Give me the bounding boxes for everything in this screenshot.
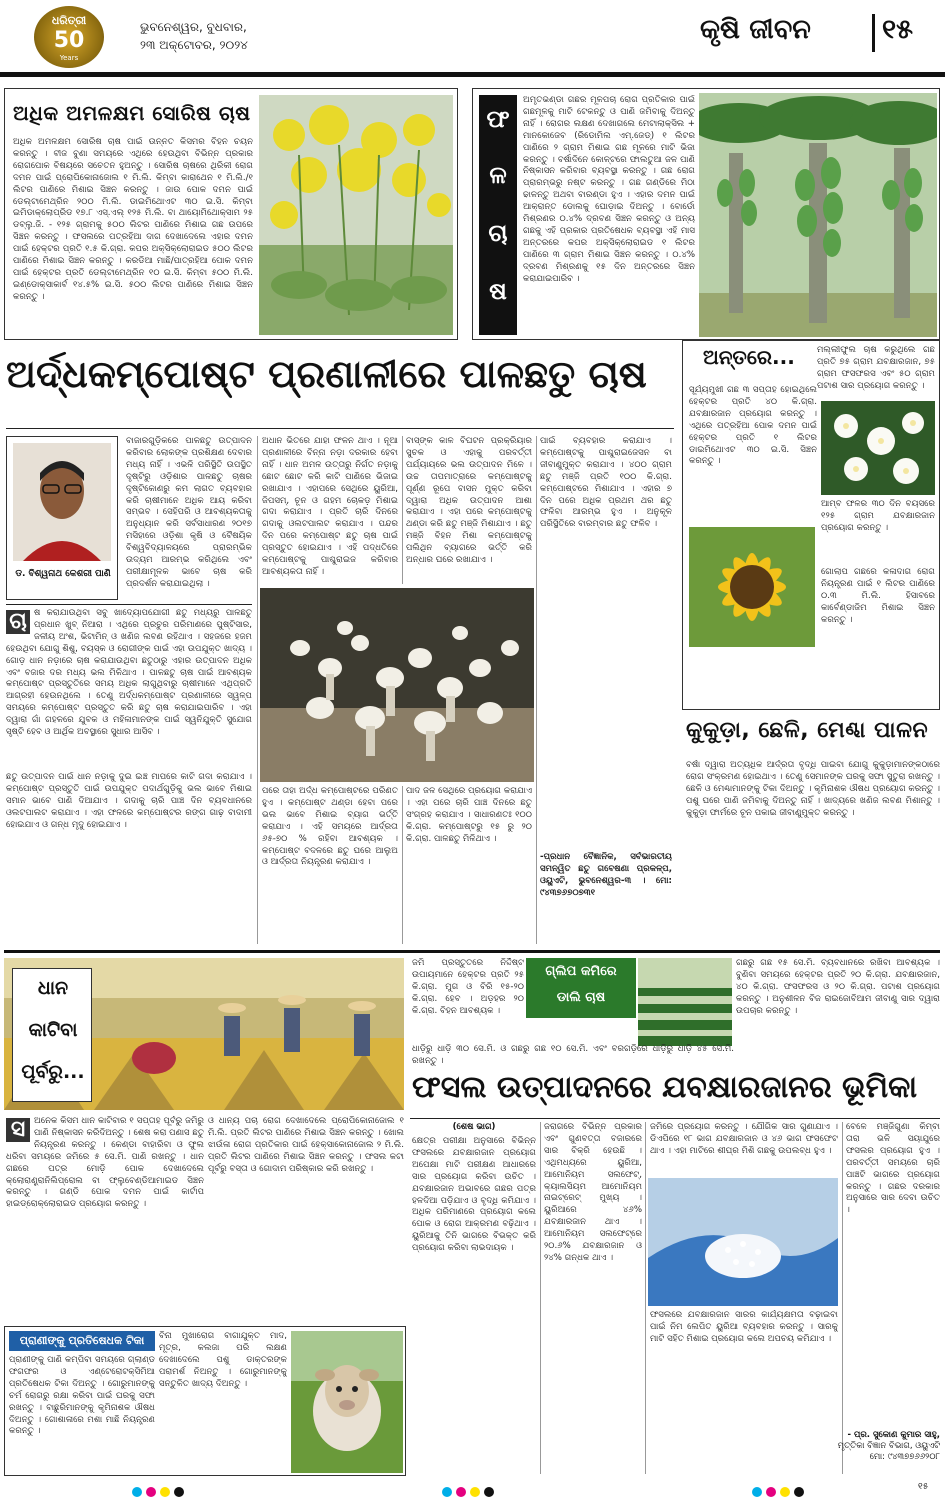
livestock-title: କୁକୁଡ଼ା, ଛେଳି, ମେଣ୍ଢା ପାଳନ [686, 718, 929, 743]
sunflower-photo [689, 527, 815, 647]
papaya-photo [699, 93, 937, 337]
main-headline: ଅର୍ଦ୍ଧକମ୍ପୋଷ୍ଟ ପ୍ରଣାଳୀରେ ପାଳଛତୁ ଚାଷ [6, 352, 647, 396]
paddy-dropcap: ସ [6, 1118, 30, 1142]
main-col4: ପାଇଁ ବ୍ୟବହାର କରାଯାଏ । କମ୍ପୋଷ୍ଟକୁ ପାଶ୍ଚୁରାଇଜେସନ ବା ଜୀବାଣୁମୁକ୍ତ କରାଯାଏ । ୪୦୦ ଗ୍ରାମ ଛତୁ ମଞ୍ଜି ପ୍ରତି ୧୦୦ କି.ଗ୍ରା. କମ୍ପୋଷ୍ଟରେ ମିଶାଯାଏ । ଏହାର ୭ ଦିନ ପରେ ଅଧିକ ପ୍ରଥମ ଥର ଛତୁ ଫଳିବା ଆରମ୍ଭ ହୁଏ । ଅନୁକୂଳ ପରିସ୍ଥିତିରେ ବାରମ୍ବାର ଛତୁ ଫଳିବ । [540, 436, 672, 530]
main-col3: ବାସ୍ଙ୍କ କାଳ ବିଘଟନ ପ୍ରକ୍ରିୟାର ସୁଚକ ଓ ଏହାକୁ ପରବର୍ତ୍ତୀ ପର୍ଯ୍ୟାୟରେ ଭଲ ଉତ୍ପାଦନ ମିଳେ । ଉଚ୍ଚ ତାପମାତ୍ରାରେ କମ୍ପୋଷ୍ଟକୁ ପୂର୍ଣ୍ଣ ରୂପେ ବାସନ ମୁକ୍ତ କରିବା ଦ୍ୱାରା ଅଧିକ ଉତ୍ପାଦନ ଆଶା କରାଯାଏ । ଏହା ପରେ କମ୍ପୋଷ୍ଟକୁ ଥଣ୍ଡା କରି ଛତୁ ମଞ୍ଜି ମିଶାଯାଏ । ଛତୁ ମଞ୍ଜି ବିହନ ମିଶା କମ୍ପୋଷ୍ଟକୁ ପଲିଥିନ ବ୍ୟାଗରେ ଭର୍ତ୍ତି କରି ଅନ୍ଧାର ଘରେ ରଖାଯାଏ । [406, 436, 532, 566]
main-col1b: ଛତୁ ଉତ୍ପାଦନ ପାଇଁ ଧାନ ନଡ଼ାକୁ ଦୁଇ ଇଞ୍ଚ ମାପରେ କାଟି ଗଦା କରାଯାଏ । କମ୍ପୋଷ୍ଟ ପ୍ରସ୍ତୁତି ପାଇଁ ଉପଯୁକ୍ତ ପଦାର୍ଥଗୁଡ଼ିକୁ ଭଲ ଭାବେ ମିଶାଇ ସମାନ ଭାବେ ପାଣି ଦିଆଯାଏ । ଗଦାକୁ ଚାରି ପାଞ୍ଚ ଦିନ ବ୍ୟବଧାନରେ ଓଲଟପାଲଟ କରାଯାଏ । ଏହା ଫଳରେ କମ୍ପୋଷ୍ଟର ରଙ୍ଗ ଗାଢ଼ ବାଦାମୀ ହୋଇଯାଏ ଓ ଗନ୍ଧ ମୃଦୁ ହୋଇଯାଏ । [6, 772, 252, 830]
mustard-article [4, 88, 458, 340]
registration-mark-left [130, 1482, 186, 1497]
inside-box [682, 340, 940, 710]
nitrogen-col4: ବେଳେ ମଞ୍ଜିଗୁଣା କିମ୍ବା ତାରା ଭଳି ସୟାଯୁରେ ଫସଲର ପ୍ରୟୋଗ ହୁଏ । ପରବର୍ତ୍ତୀ ସମୟରେ ଚାରି ପାଞ୍ଚଟି ଭାଗରେ ପ୍ରୟୋଗ କରନ୍ତୁ । ଗଛର ଦରକାର ଅନୁସାରେ ସାର ଦେବା ଉଚିତ । [846, 1122, 940, 1216]
registration-mark-center [440, 1482, 496, 1497]
sunflower-image [689, 527, 815, 647]
mustard-body: ଅଧିକ ଅମଳକ୍ଷମ ସୋରିଷ ଚାଷ ପାଇଁ ଉନ୍ନତ କିସମର ବିହନ ଚୟନ କରନ୍ତୁ । ବୀଜ ବୁଣା ସମୟରେ ଏଥିରେ ହେଉଥିବା ବିଭିନ୍ନ ପ୍ରକାର ରୋଗପୋକ ବିଷୟରେ ସଚେତନ ହୁଅନ୍ତୁ । ସୋରିଷ ଚାଷରେ ଥିରିକୀ ରୋଗ ଦମନ ପାଇଁ ପ୍ରୋପିକୋନାଜୋଲ ୧ ମି.ଲି. କିମ୍ବା କାରାଥେନ ୧ ମି.ଲି./୧ ଲିଟର ପାଣିରେ ମିଶାଇ ସିଞ୍ଚନ କରନ୍ତୁ । ଜାଉ ପୋକ ଦମନ ପାଇଁ ଡେଲ୍ଟାମେଥ୍ରିନ ୨୦୦ ମି.ଲି. ଡାଇମିଥୋଏଟ ୩୦ ଇ.ସି. କିମ୍ବା ଇମିଡାକ୍ଲୋପ୍ରିଡ ୧୭.୮ ଏସ୍.ଏଲ୍ ୧୨୫ ମି.ଲି. ବା ଥାୟୋମିଥୋକ୍ସାମ ୨୫ ଡବ୍ଲୁ.ଜି. - ୧୨୫ ଗ୍ରାମକୁ ୫୦୦ ଲିଟର ପାଣିରେ ମିଶାଇ ଗଛ ଉପରେ ସିଞ୍ଚନ କରନ୍ତୁ । ଫସଲରେ ପତ୍ରହିଆ ଦାଗ ଦେଖାଦେଲେ ଏହାର ଦମନ ପାଇଁ ହେକ୍ଟର ପ୍ରତି ୧.୫ କି.ଗ୍ରା. କପର ଅକ୍ସିକ୍ଲୋରାଇଡ ୫୦୦ ଲିଟର ପାଣିରେ ମିଶାଇ ସିଞ୍ଚନ କରନ୍ତୁ । କରଡିଆ ମାଛି/ପାତ୍ରହିଆ ପୋକ ଦମନ ପାଇଁ ହେକ୍ଟର ପ୍ରତି ଡେଲ୍ଟାମେଥ୍ରିନ ୧୦ ଇ.ସି. କିମ୍ବା ୫୦୦ ମି.ଲି. ଇଣ୍ଡୋକ୍ସାକାର୍ବ ୧୪.୫% ଇ.ସି. ୫୦୦ ଲିଟର ପାଣିରେ ମିଶାଇ ସିଞ୍ଚନ କରନ୍ତୁ । [13, 137, 253, 302]
nitrogen-headline-rule [410, 1118, 940, 1119]
nitrogen-footer [780, 1430, 940, 1463]
paddy-body [6, 1116, 204, 1322]
mid-page-rule [4, 950, 940, 953]
date-line-1: ଭୁବନେଶ୍ୱର, ବୁଧବାର, [140, 20, 247, 34]
vaccine-body-2: ବିନା ମୁଖାରୋଗ ବାଗାଯୁକ୍ତ ମାଦ, ମୂତ୍ର, କଲଜା ପରି ଲକ୍ଷଣ ଦେଖାଦେଲେ ପଶୁ ଡାକ୍ତରଙ୍କ ପରାମର୍ଶ ନିଅନ୍ତୁ । ଗୋରୁମାନଙ୍କୁ ସନ୍ତୁଳିତ ଖାଦ୍ୟ ଦିଅନ୍ତୁ । [159, 1331, 287, 1389]
nitrogen-divider-3 [842, 1122, 843, 1474]
calf-image [291, 1331, 403, 1473]
jasmine-photo [821, 401, 935, 495]
mustard-field-image [259, 95, 453, 335]
fruit-label-char-1: ଫ [486, 105, 510, 133]
dal-photo [638, 958, 732, 1046]
paddy-body-2: ଓ ଧାନ୍ୟ ପଚା ରୋଗ ଦେଖାଦେଲେ ପ୍ରୋପିକୋନାଜୋଲ ୧ ମି.ଲି. ପ୍ରତି ଲିଟର ପାଣିରେ ମିଶାଇ ସିଞ୍ଚନ କରନ୍ତୁ । ଖୋଲ ଝାଉଁଳା ରୋଗ ପ୍ରତିକାର ପାଇଁ ହେକ୍ସାକୋନାଜୋଲ ୨ ମି.ଲି. ପ୍ରତି ଲିଟର ପାଣିରେ ମିଶାଇ ସିଞ୍ଚନ କରନ୍ତୁ । ଫସଲ କଟା ପୂର୍ବରୁ ବସ୍ତା ଓ ଗୋଦାମ ପରିଷ୍କାର କରି ରଖନ୍ତୁ । [208, 1116, 404, 1174]
color-registration-marks [0, 1482, 945, 1496]
main-divider-4 [402, 786, 403, 944]
main-col1-text: ଷ କରାଯାଉଥିବା ସବୁ ଖାଦ୍ୟୋପଯୋଗୀ ଛତୁ ମଧ୍ୟରୁ ପାଳଛତୁ ପ୍ରଧାନ ଖୁବ୍ ନିଆରା । ଏଥିରେ ପ୍ରଚୁର ପରିମାଣରେ ପୁଷ୍ଟିସାର, ଜଳୀୟ ଅଂଶ, ଭିଟାମିନ୍ ଓ ଖଣିଜ ଲବଣ ରହିଥାଏ । ସହଜରେ ହଜମ ହେଉଥିବା ଯୋଗୁ ଶିଶୁ, ବୟସ୍କ ଓ ରୋଗୀଙ୍କ ପାଇଁ ଏହା ଉପଯୁକ୍ତ ଖାଦ୍ୟ । ଗୋଡ଼ ଧାନ ନଡ଼ାରେ ଚାଷ କରାଯାଉଥିବା ଛତୁଠାରୁ ଏହାର ଉତ୍ପାଦନ ଅଧିକ ଏବଂ ବଜାର ଦର ମଧ୍ୟ ଭଲ ମିଳିଥାଏ । ପାଳଛତୁ ଚାଷ ପାଇଁ ଆବଶ୍ୟକ କମ୍ପୋଷ୍ଟ ପ୍ରସ୍ତୁତିରେ ସମୟ ଅଧିକ ଲାଗୁଥିବାରୁ ଚାଷୀମାନେ ଏଥିପ୍ରତି ଆଗ୍ରହୀ ହେଉନଥିଲେ । ତେଣୁ ଅର୍ଦ୍ଧକମ୍ପୋଷ୍ଟ ପ୍ରଣାଳୀରେ ସ୍ୱଳ୍ପ ସମୟରେ କମ୍ପୋଷ୍ଟ ପ୍ରସ୍ତୁତ କରି ଛତୁ ଚାଷ କରାଯାଇପାରିବ । ଏହା ଦ୍ୱାରା ଗାଁ ଗହଳରେ ଯୁବକ ଓ ମହିଳାମାନଙ୍କ ପାଇଁ ସ୍ୱନିଯୁକ୍ତି ସୁଯୋଗ ସୃଷ୍ଟି ହେବ ଓ ଆର୍ଥିକ ଅବସ୍ଥାରେ ସୁଧାର ଆସିବ । [6, 608, 252, 738]
paddy-label-2: କାଟିବା [28, 1019, 78, 1041]
dal-title-1: ଗ୍ଲିପ କମିରେ [545, 964, 617, 979]
paddy-label-3: ପୂର୍ବରୁ... [21, 1061, 85, 1083]
vaccine-title: ପ୍ରାଣୀଙ୍କୁ ପ୍ରତିଷେଧକ ଟିକା [19, 1334, 145, 1347]
nitrogen-col1: କ୍ଷେତ୍ର ପରୀକ୍ଷା ଅନୁସାରେ ବିଭିନ୍ନ ଫସଲରେ ଯବକ୍ଷାରଜାନ ପ୍ରୟୋଗ ଅପେକ୍ଷା ମାଟି ପରୀକ୍ଷଣ ଆଧାରରେ ସାର ପ୍ରୟୋଗ କରିବା ଉଚିତ । ଯବକ୍ଷାରଜାନ ଅଭାବରେ ଗଛର ପତ୍ର ହଳଦିଆ ପଡ଼ିଯାଏ ଓ ବୃଦ୍ଧି କମିଯାଏ । ଅଧିକ ପରିମାଣରେ ପ୍ରୟୋଗ କଲେ ପୋକ ଓ ରୋଗ ଆକ୍ରମଣ ବଢ଼ିଥାଏ । ୟୁରିଆକୁ ତିନି ଭାଗରେ ବିଭକ୍ତ କରି ପ୍ରୟୋଗ କରିବା ଲାଭଦାୟକ । [412, 1136, 536, 1254]
nitrogen-col2: ଜରାଗରେ ବିଭିନ୍ନ ପ୍ରକାର ଏବଂ ଗୁଣବତ୍ତା ବଜାରରେ ସାର ବିକ୍ରି ହେଉଛି । ଏଥିମଧ୍ୟରେ ୟୁରିଆ, ଆମୋନିୟମ ସଲଫେଟ୍, କ୍ୟାଲସିୟମ ଆମୋନିୟମ ନାଇଟ୍ରେଟ୍ ମୁଖ୍ୟ । ୟୁରିଆରେ ୪୬% ଯବକ୍ଷାରଜାନ ଥାଏ । ଆମୋନିୟମ ସଲଫେଟ୍‌ରେ ୨୦.୬% ଯବକ୍ଷାରଜାନ ଓ ୨୪% ଗନ୍ଧକ ଥାଏ । [544, 1122, 642, 1263]
dal-field-image [638, 958, 732, 1046]
author-box [6, 436, 118, 600]
nitrogen-footer-org: ମୃତ୍ତିକା ବିଜ୍ଞାନ ବିଭାଗ, ଓୟୁଏଟି [837, 1441, 940, 1451]
urea-photo [648, 1178, 838, 1306]
nitrogen-col3b: ଫସଲରେ ଯବକ୍ଷାରଜାନ ସାରର କାର୍ଯ୍ୟକ୍ଷମତା ବଢ଼ାଇବା ପାଇଁ ନିମ ଲେପିତ ୟୁରିଆ ବ୍ୟବହାର କରନ୍ତୁ । ସାରକୁ ମାଟି ସହିତ ମିଶାଇ ପ୍ରୟୋଗ କଲେ ଅପଚୟ କମିଯାଏ । [650, 1310, 838, 1344]
nitrogen-footer-phone: ମୋ: ୯୪୩୭୭୬୬୨୦୮ [869, 1452, 940, 1462]
footer-page-mark: ୧୫ [918, 1482, 929, 1492]
nitrogen-col1-head: (ଶେଷ ଭାଗ) [452, 1122, 496, 1132]
main-footer: -ପ୍ରଧାନ ବୈଜ୍ଞାନିକ, ସର୍ବଭାରତୀୟ ସମନ୍ୱିତ ଛତୁ ଗବେଷଣା ପ୍ରକଳ୍ପ, ଓୟୁଏଟି, ଭୁବନେଶ୍ୱର-୩ । ମୋ: ୯୪୩୭୬୭୦୭୩୧ [540, 852, 672, 898]
jasmine-image [821, 401, 935, 495]
nitrogen-footer-name: - ପ୍ର. ସୁକୋଣ କୁମାର ସାହୁ, [847, 1430, 940, 1440]
paddy-text: ଅନେକ କିସମ ଧାନ କାଟିବାର ୧ ସପ୍ତାହ ପୂର୍ବରୁ ଜମିରୁ ପାଣି ନିଷ୍କାସନ କରିଦିଅନ୍ତୁ । ଶେଷ କରା ପଣାସ ଛତୁ ନିୟନ୍ତ୍ରଣ କରନ୍ତୁ । କେଣ୍ଡା ବାହାରିବା ଓ ଫୁଲ ଧରିବା ସମୟରେ ଜମିରେ ୫ ସେ.ମି. ପାଣି ରଖନ୍ତୁ । ଧାନ ଗଛରେ ପତ୍ର ମୋଡ଼ି ପୋକ ଦେଖାଦେଲେ କ୍ଲୋରାଣ୍ଟ୍ରାନିଲିପ୍ରୋଲ ବା ଫ୍ଲୁବେଣ୍ଡିଆମାଇଡ ସିଞ୍ଚନ କରନ୍ତୁ । ଗଣ୍ଡି ପୋକ ଦମନ ପାଇଁ କାର୍ଟାପ ହାଇଡ୍ରୋକ୍ଲୋରାଇଡ ପ୍ରୟୋଗ କରନ୍ତୁ । [6, 1116, 204, 1210]
author-portrait [13, 443, 111, 561]
dal-right: ଗଛରୁ ଗଛ ୧୫ ସେ.ମି. ବ୍ୟବଧାନରେ ରଖିବା ଆବଶ୍ୟକ । ବୁଣିବା ସମୟରେ ହେକ୍ଟର ପ୍ରତି ୨୦ କି.ଗ୍ରା. ଯବକ୍ଷାରଜାନ, ୪୦ କି.ଗ୍ରା. ଫସଫରସ ଓ ୨୦ କି.ଗ୍ରା. ପଟାଶ ପ୍ରୟୋଗ କରନ୍ତୁ । ଅନୁଶୀଳନ ବିଜ ରାଇଜୋବିଆମ ଜୀବାଣୁ ସାର ଦ୍ୱାରା ଉପଚାର କରନ୍ତୁ । [736, 958, 940, 1016]
section-title: କୃଷି ଜୀବନ [700, 14, 811, 45]
inside-item-2: ସୂର୍ଯ୍ୟମୁଖୀ ଗଛ ୩ ସପ୍ତାହ ହୋଇଥିଲେ ହେକ୍ଟର ପ୍ରତି ୪୦ କି.ଗ୍ରା. ଯବକ୍ଷାରଜାନ ପ୍ରୟୋଗ କରନ୍ତୁ । ଏଥିରେ ପତ୍ରହିଆ ପୋକ ଦମନ ପାଇଁ ହେକ୍ଟର ପ୍ରତି ୧ ଲିଟର ଡାଇମିଥୋଏଟ ୩୦ ଇ.ସି. ସିଞ୍ଚନ କରନ୍ତୁ । [689, 385, 817, 467]
author-name: ଡ. ବିଶ୍ୱନାଥ କେଶରୀ ପାଣି [15, 569, 111, 579]
vaccine-box [4, 1326, 406, 1476]
masthead [0, 0, 945, 78]
main-col1-top: ବାଜାରଗୁଡ଼ିକରେ ପାଳଛତୁ ଉତ୍ପାଦନ କରିବାର ଲୋକଙ୍କ ପ୍ରଶିକ୍ଷଣ ଦେବାର ମଧ୍ୟ ନାହିଁ । ଏଭଳି ପରିସ୍ଥିତି ଉପସ୍ଥିତ ଦୃଷ୍ଟିରୁ ଓଡ଼ିଶାର ପାଳଛତୁ ଚାଷର ଦୃଷ୍ଟିକୋଣରୁ କମ ଲାଗତ ବ୍ୟବହାର କରି ଚାଷୀମାନେ ଅଧିକ ଆୟ କରିବା ସମ୍ଭବ । ସେହିପରି ଓ ଆବଶ୍ୟକତାକୁ ଅନୁଧ୍ୟାନ କରି ସର୍ବସାଧାରଣ ୨୦୧୭ ମସିହାରେ ଓଡ଼ିଶା କୃଷି ଓ ବୈଷୟିକ ବିଶ୍ୱବିଦ୍ୟାଳୟରେ ପ୍ରାରମ୍ଭିକ ଉଦ୍ୟମ ଆରମ୍ଭ କରିଥିଲେ ଏବଂ ପରୀକ୍ଷାମୂଳକ ଭାବେ ଚାଷ କରି ପ୍ରଦର୍ଶନ କରାଯାଇଥିଲା । [126, 436, 252, 589]
mushroom-photo [260, 588, 534, 782]
inside-item-4: ଗୋଲାପ ଗଛରେ କଳାଦାଗ ରୋଗ ନିୟନ୍ତ୍ରଣ ପାଇଁ ୧ ଲିଟର ପାଣିରେ ୦.୩ ମି.ଲି. ହିସାବରେ କାର୍ବେଣ୍ଡାଜିମ ମିଶାଇ ସିଞ୍ଚନ କରନ୍ତୁ । [821, 567, 935, 625]
inside-item-3: ଆମ୍ବ ଫଳର ୩୦ ଦିନ ବୟସରେ ୧୨୫ ଗ୍ରାମ ଯବକ୍ଷାରଜାନ ପ୍ରୟୋଗ କରନ୍ତୁ । [821, 499, 935, 533]
main-col3b: ପାଦ ଜଳ ସେଥିରେ ପ୍ରୟୋଗ କରାଯାଏ । ଏହା ପରେ ଚାରି ପାଞ୍ଚ ଦିନରେ ଛତୁ ସଂଗ୍ରହ କରାଯାଏ । ସାଧାରଣତଃ ୧୦୦ କି.ଗ୍ରା. କମ୍ପୋଷ୍ଟରୁ ୧୫ ରୁ ୨୦ କି.ଗ୍ରା. ପାଳଛତୁ ମିଳିଥାଏ । [406, 786, 532, 844]
main-headline-rule [6, 428, 674, 429]
main-col2: ଅଧାନ ଭିତରେ ଯାହା ଫଳନ ଥାଏ । ନୂଆ ପ୍ରଣାଳୀରେ ବିନ୍ନା ନଡ଼ା ଦରକାର ହେବା ନାହିଁ । ଧାନ ଅମଳ ଉତ୍ତାରୁ ନିର୍ଗତ ନଡ଼ାକୁ ଛୋଟ ଛୋଟ କରି କାଟି ପାଣିରେ ଭିଜାଇ ରଖାଯାଏ । ଏହାପରେ ସେଥିରେ ୟୁରିଆ, ଜିପସମ୍, ଚୂନ ଓ ଗହମ ଚୋକଡ଼ ମିଶାଇ ଗଦା କରାଯାଏ । ପ୍ରତି ଚାରି ଦିନରେ ଗଦାକୁ ଓଲଟପାଲଟ କରାଯାଏ । ପନ୍ଦର ଦିନ ପରେ କମ୍ପୋଷ୍ଟ ଛତୁ ଚାଷ ପାଇଁ ପ୍ରସ୍ତୁତ ହୋଇଯାଏ । ଏହି ପଦ୍ଧତିରେ କମ୍ପୋଷ୍ଟକୁ ପାଶ୍ଚୁରାଇଜ କରିବାର ଆବଶ୍ୟକତା ନାହିଁ । [262, 436, 398, 577]
nitrogen-headline: ଫସଲ ଉତ୍ପାଦନରେ ଯବକ୍ଷାରଜାନର ଭୂମିକା [412, 1070, 918, 1105]
mustard-photo [259, 95, 453, 335]
papaya-tree-image [699, 93, 937, 337]
fruit-body: ଅମୃତଭଣ୍ଡା ଗଛର ମୂଳପଚା ରୋଗ ପ୍ରତିକାର ପାଇଁ ଗଛମୂଳକୁ ମାଟି ଟେକନ୍ତୁ ଓ ପାଣି ଜମିବାକୁ ଦିଅନ୍ତୁ ନାହିଁ । ରୋଗର ଲକ୍ଷଣ ଦେଖାଗଲେ ମେଟାଲାକ୍ସିଲ + ମାନକୋଜେବ (ରିଡୋମିଲ ଏମ୍.ଜେଡ୍) ୧ ଲିଟର ପାଣିରେ ୨ ଗ୍ରାମ ମିଶାଇ ଗଛ ମୂଳରେ ମାଟି ଭିଜା କରନ୍ତୁ । ବର୍ଷାଦିନେ କୋଳ୍ଟରେ ଫାଲତୁଆ ଜଳ ପାଣି ନିଷ୍କାସନ କରିବାର ବ୍ୟବସ୍ଥା କରନ୍ତୁ । ଗଛ ରୋଗ ପ୍ରାରମ୍ଭରୁ ନଷ୍ଟ କରନ୍ତୁ । ଗଛ ଗଣ୍ଡିରେ ମିଠା ଢାଳନ୍ତୁ ଅଥବା ବାରଣ୍ଡା ହୁଏ । ଏହାର ଦମନ ପାଇଁ ଆକ୍ରାନ୍ତ ଡୋଲକୁ ଘୋଡ଼ାଇ ଦିଅନ୍ତୁ । ବୋର୍ଡୋ ମିଶ୍ରଣର ୦.୪% ଦ୍ରବଣ ସିଞ୍ଚନ କରନ୍ତୁ ଓ ଅନ୍ୟ ଗଛକୁ ଏହି ପ୍ରକାର ପ୍ରତିଷେଧକ ବ୍ୟବସ୍ଥା ଏହି ମାସ ଅନ୍ତରରେ କପର ଅକ୍ସିକ୍ଲୋରାଇଡ ୧ ଲିଟର ପାଣିରେ ୩ ଗ୍ରାମ ମିଶାଇ ସିଞ୍ଚନ କରନ୍ତୁ । ୦.୪% ଦ୍ରବଣ ମିଶ୍ରଣକୁ ୧୫ ଦିନ ଅନ୍ତରରେ ସିଞ୍ଚନ କରାଯାଇପାରିବ । [523, 95, 695, 284]
author-photo [13, 443, 111, 561]
inside-title: ଅନ୍ତରେ... [703, 345, 795, 369]
fruit-article [472, 88, 940, 340]
logo [34, 6, 104, 68]
vaccine-title-bar [9, 1331, 155, 1351]
section-divider [872, 14, 875, 52]
inside-item-1: ମଲ୍ଲୀଫୁଲ ଚାଷ କରୁଥିଲେ ଗଛ ପ୍ରତି ୭୫ ଗ୍ରାମ ଯବକ୍ଷାରଜାନ, ୭୫ ଗ୍ରାମ ଫସଫରସ ଏବଂ ୫୦ ଗ୍ରାମ ପଟାଶ ସାର ପ୍ରୟୋଗ କରନ୍ତୁ । [817, 345, 935, 391]
dal-title-2: ଡାଲି ଚାଷ [556, 990, 606, 1005]
main-col1-body [6, 608, 252, 770]
masthead-rule [0, 72, 945, 77]
fruit-label-char-2: ଳ [489, 161, 507, 189]
nitrogen-divider-1 [540, 1122, 541, 1474]
main-divider-3 [536, 436, 537, 944]
main-col2b: ପରେ ତାହା ଅର୍ଦ୍ଧ କମ୍ପୋଷ୍ଟରେ ପରିଣତ ହୁଏ । କମ୍ପୋଷ୍ଟ ଥଣ୍ଡା ହେବା ପରେ ଭଲ ଭାବେ ମିଶାଇ ବ୍ୟାଗ ଭର୍ତ୍ତି କରାଯାଏ । ଏହି ସମୟରେ ଆର୍ଦ୍ରତା ୬୫-୭୦ % ରହିବା ଆବଶ୍ୟକ । କମ୍ପୋଷ୍ଟ ବଦଳରେ ଛତୁ ଘରେ ଆଲୁଅ ଓ ଆର୍ଦ୍ରତା ନିୟନ୍ତ୍ରଣ କରାଯାଏ । [262, 786, 398, 868]
mustard-title: ଅଧିକ ଅମଳକ୍ଷମ ସୋରିଷ ଚାଷ [13, 101, 251, 125]
main-divider-1 [257, 436, 258, 944]
livestock-body: ବର୍ଷା ଦ୍ୱାରା ଅତ୍ୟଧିକ ଆର୍ଦ୍ରତା ବୃଦ୍ଧି ପାଇବା ଯୋଗୁ କୁକୁଡ଼ାମାନଙ୍କଠାରେ ରୋଗ ସଂକ୍ରମଣ ହୋଇଥାଏ । ତେଣୁ ସେମାନଙ୍କ ଘରକୁ ସଫା ସୁତୁରା ରଖନ୍ତୁ । ଛେଳି ଓ ମେଣ୍ଢାମାନଙ୍କୁ ଟିକା ଦିଅନ୍ତୁ । କୃମିନାଶକ ଔଷଧ ପ୍ରୟୋଗ କରନ୍ତୁ । ପଶୁ ଘରେ ପାଣି ଜମିବାକୁ ଦିଅନ୍ତୁ ନାହିଁ । ଖାଦ୍ୟରେ ଖଣିଜ ଲବଣ ମିଶାନ୍ତୁ । କୁକୁଡ଼ା ଫାର୍ମରେ ଚୂନ ପକାଇ ଜୀବାଣୁମୁକ୍ତ କରନ୍ତୁ । [686, 760, 940, 818]
dal-intro: ଜମି ପ୍ରସ୍ତୁତରେ ନିର୍ଦ୍ଦିଷ୍ଟ ଉପାୟମାନେ ହେକ୍ଟର ପ୍ରତି ୨୫ କି.ଗ୍ରା. ମୁଗ ଓ ବିରି ୧୫-୨୦ କି.ଗ୍ରା. ହେବ । ଅଡ଼ହର ୨୦ କି.ଗ୍ରା. ବିହନ ଆବଶ୍ୟକ । [412, 958, 524, 1016]
fruit-label-char-4: ଷ [489, 277, 507, 305]
nitrogen-divider-2 [645, 1122, 646, 1474]
page-number: ୧୫ [882, 14, 913, 45]
logo-years-sub: Years [59, 54, 79, 62]
mushroom-image [260, 588, 534, 782]
paddy-label-1: ଧାନ [37, 977, 69, 999]
paddy-photo [4, 958, 404, 1110]
nitrogen-col3: ଜମିରେ ପ୍ରୟୋଗ କରନ୍ତୁ । ଯୌଗିକ ସାର ଗୁଣାଯାଏ । ଡିଏପିରେ ୧୮ ଭାଗ ଯବକ୍ଷାରଜାନ ଓ ୪୬ ଭାଗ ଫସଫେଟ ଥାଏ । ଏହା ମାଟିରେ ଶୀଘ୍ର ମିଶି ଗଛକୁ ଉପଲବ୍ଧ ହୁଏ । [650, 1122, 838, 1156]
logo-text: ଧରିତ୍ରୀ [51, 14, 87, 27]
registration-mark-right [750, 1482, 806, 1497]
main-divider-2 [402, 436, 403, 584]
vaccine-body: ପ୍ରାଣୀଙ୍କୁ ପାଣି କମ୍ପିବା ସମୟରେ ଗ୍ଲାଣ୍ଡ ଫଗଫର ଓ ଏଣ୍ଟେରୋଟକ୍ସିମିଆ ପ୍ରତିଷେଧକ ଟିକା ଦିଅନ୍ତୁ । ଗୋରୁମାନଙ୍କୁ ଚର୍ମ ରୋଗରୁ ରକ୍ଷା କରିବା ପାଇଁ ଘରକୁ ସଫା ରଖନ୍ତୁ । ବାଛୁରିମାନଙ୍କୁ କୃମିନାଶକ ଔଷଧ ଦିଅନ୍ତୁ । ଗୋଶାଳାରେ ମଶା ମାଛି ନିୟନ୍ତ୍ରଣ କରନ୍ତୁ । [9, 1355, 155, 1437]
dal-title-box [526, 958, 636, 1018]
urea-hands-image [648, 1178, 838, 1306]
logo-years: 50 [53, 28, 85, 53]
main-dropcap: ଚା [6, 610, 30, 634]
main-col1-rule [6, 604, 252, 605]
paddy-label-box [12, 968, 92, 1102]
dal-below: ଧାଡ଼ିରୁ ଧାଡ଼ି ୩୦ ସେ.ମି. ଓ ଗଛରୁ ଗଛ ୧୦ ସେ.ମି. ଏବଂ ବରଗଡ଼ିରେ ଧାଡ଼ିରୁ ଧାଡ଼ି ୪୫ ସେ.ମି. ରଖନ୍ତୁ । [412, 1044, 734, 1066]
date-line-2: ୨୩ ଅକ୍ଟୋବର, ୨୦୨୪ [140, 38, 248, 52]
calf-photo [291, 1331, 403, 1473]
fruit-vertical-label [479, 95, 517, 335]
fruit-label-char-3: ଚା [488, 219, 508, 247]
